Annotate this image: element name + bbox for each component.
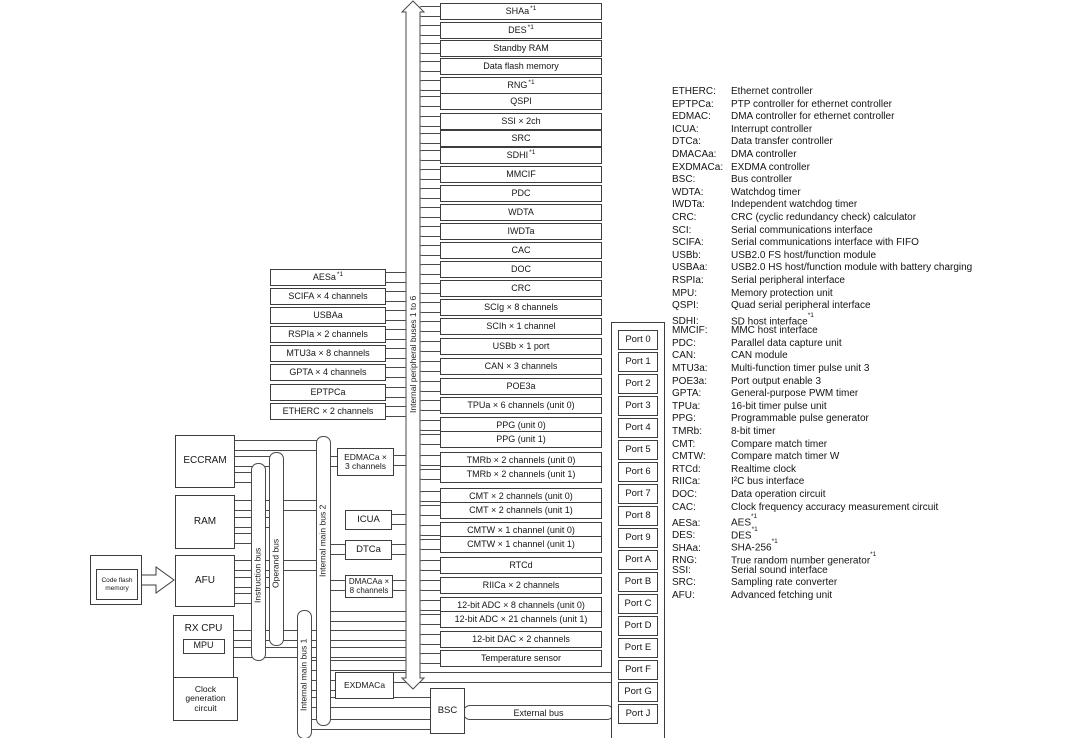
peripheral-block: Data flash memory [440,58,602,75]
internal-main-bus-2-label: Internal main bus 2 [317,504,328,578]
legend-abbr: MPU: [672,287,697,299]
legend-desc: CRC (cyclic redundancy check) calculator [731,211,917,223]
legend-desc: MMC host interface [731,325,818,337]
legend-row [672,162,972,175]
peripheral-block: RSPIa × 2 channels [270,326,386,343]
icua-label: ICUA [357,513,380,525]
legend-row [672,388,972,401]
legend-row [672,350,972,363]
legend-row [672,489,972,502]
port-box: Port J [618,704,658,724]
mpu-block: MPU [183,639,225,654]
dmacaa-label-line1: DMACAa × [348,576,390,586]
legend-desc: I²C bus interface [731,476,805,488]
port-box: Port 2 [618,374,658,394]
legend-abbr: ETHERC: [672,86,716,97]
legend-desc: Multi-function timer pulse unit 3 [731,363,870,375]
legend-desc: Port output enable 3 [731,375,822,387]
peripheral-block: TMRb × 2 channels (unit 0) [440,452,602,469]
legend-row [672,225,972,238]
legend-abbr: PPG: [672,413,696,425]
legend-abbr: IWDTa: [672,199,705,211]
external-bus-label: External bus [513,707,564,718]
legend-desc: CAN module [731,350,788,362]
legend-row [672,187,972,200]
legend-row [672,413,972,426]
legend-abbr: WDTA: [672,186,704,198]
external-bus [463,705,614,720]
instruction-bus-label: Instruction bus [252,547,263,603]
legend-desc: Programmable pulse generator [731,413,869,425]
legend-desc: Sampling rate converter [731,577,838,589]
legend-desc: Data operation circuit [731,489,826,500]
edmaca-block [337,448,394,476]
legend-desc: Serial communications interface with FIFO [731,237,919,249]
legend-row: SHAa: SHA-256$^{*1}$ [672,538,778,554]
port-box: Port 8 [618,506,658,526]
peripheral-block: CAN × 3 channels [440,358,602,375]
rx-cpu-block [173,615,234,678]
legend-row [672,199,972,212]
code-flash-label: Code flash memory [101,577,133,592]
edmaca-label-line2: 3 channels [344,461,387,471]
legend-row [672,338,972,351]
peripheral-block: PDC [440,185,602,202]
legend-desc: Ethernet controller [731,86,813,97]
eccram-label: ECCRAM [183,455,227,467]
legend-row: RNG: True random number generator$^{*1}$ [672,550,877,567]
legend-desc: AES [731,517,752,529]
legend-abbr: SCI: [672,224,692,236]
legend-abbr: EPTPCa: [672,98,714,110]
legend-desc: Interrupt controller [731,123,813,135]
peripheral-block: GPTA × 4 channels [270,364,386,381]
dtca-block [345,540,392,560]
legend-row [672,565,972,578]
legend-row [672,250,972,263]
internal-main-bus-1-label: Internal main bus 1 [298,638,309,712]
legend-desc: USB2.0 HS host/function module with battery charging [731,262,973,274]
legend-abbr: EXDMACa: [672,161,724,173]
bsc-block [430,688,465,734]
peripheral-block: 12-bit DAC × 2 channels [440,631,602,648]
port-box: Port E [618,638,658,658]
legend-desc: Realtime clock [731,463,797,475]
legend-abbr: DTCa: [672,136,701,148]
peripheral-block: SCIg × 8 channels [440,299,602,316]
peripheral-block: ETHERC × 2 channels [270,403,386,420]
legend-abbr: CRC: [672,211,697,223]
legend-abbr: GPTA: [672,388,702,400]
legend-abbr: AESa: [672,517,701,529]
peripheral-block: AESa $^{*1}$ [270,269,386,286]
peripheral-block: SRC [440,130,602,147]
legend-desc: Data transfer controller [731,136,833,148]
legend-abbr: PDC: [672,337,696,349]
legend-abbr: DMACAa: [672,148,717,160]
peripheral-block: CMT × 2 channels (unit 1) [440,502,602,519]
icua-block [345,510,392,530]
peripheral-block: TMRb × 2 channels (unit 1) [440,466,602,483]
bsc-label: BSC [437,704,458,716]
legend-row [672,502,972,515]
peripheral-block: IWDTa [440,223,602,240]
peripheral-block: SDHI $^{*1}$ [440,147,602,164]
peripheral-block: CMTW × 1 channel (unit 1) [440,536,602,553]
peripheral-block: 12-bit ADC × 21 channels (unit 1) [440,611,602,628]
peripheral-block: SSI × 2ch [440,113,602,130]
legend-row [672,577,972,590]
legend-row [672,439,972,452]
legend-row [672,136,972,149]
peripheral-block: MTU3a × 8 channels [270,345,386,362]
legend-row [672,149,972,162]
legend-row [672,376,972,389]
peripheral-block: SCIFA × 4 channels [270,288,386,305]
legend-row [672,262,972,275]
clock-generation-label: Clock generation circuit [185,684,226,713]
dmacaa-label-line2: 8 channels [349,585,389,595]
peripheral-block: SCIh × 1 channel [440,318,602,335]
port-box: Port 4 [618,418,658,438]
legend-abbr: SRC: [672,577,696,589]
legend-desc: Independent watchdog timer [731,199,858,211]
peripheral-block: CMTW × 1 channel (unit 0) [440,522,602,539]
legend-row [672,99,972,112]
exdmaca-block [335,672,394,699]
legend-abbr: CMTW: [672,451,706,463]
legend-desc: 16-bit timer pulse unit [731,400,827,412]
port-box: Port 7 [618,484,658,504]
legend-desc: PTP controller for ethernet controller [731,98,893,110]
peripheral-block: QSPI [440,93,602,110]
operand-bus-label: Operand bus [270,538,281,588]
legend-desc: EXDMA controller [731,161,810,173]
peripheral-block: 12-bit ADC × 8 channels (unit 0) [440,597,602,614]
legend-desc: SHA-256 [731,542,772,554]
legend-desc: Serial sound interface [731,564,828,576]
legend-desc: Serial peripheral interface [731,274,845,286]
legend-abbr: BSC: [672,174,696,186]
legend-desc: True random number generator [731,555,871,567]
peripheral-block: CMT × 2 channels (unit 0) [440,488,602,505]
legend-row [672,300,972,313]
peripheral-block: POE3a [440,378,602,395]
legend-abbr: TMRb: [672,426,702,438]
code-flash-outer-box [90,555,142,605]
legend-abbr: USBAa: [672,262,708,274]
legend-row [672,426,972,439]
port-box: Port F [618,660,658,680]
legend-desc: Watchdog timer [731,186,801,198]
legend-desc: DES [731,530,752,542]
legend-desc: Parallel data capture unit [731,337,842,349]
legend-abbr: RTCd: [672,463,701,475]
afu-label: AFU [195,574,215,586]
legend-row [672,401,972,414]
legend-abbr: CAC: [672,501,696,513]
legend-desc: Compare match timer [731,438,828,450]
ram-label: RAM [193,515,217,527]
legend-desc: Advanced fetching unit [731,589,833,601]
legend-row: AESa: AES$^{*1}$ [672,513,758,529]
afu-block [175,555,235,607]
legend-desc: General-purpose PWM timer [731,388,859,400]
port-box: Port 6 [618,462,658,482]
peripheral-block: RTCd [440,557,602,574]
code-flash-arrow [140,567,174,593]
peripheral-block: USBb × 1 port [440,338,602,355]
legend-abbr: AFU: [672,589,695,601]
peripheral-block: DOC [440,261,602,278]
legend-row [672,124,972,137]
port-box: Port G [618,682,658,702]
rx-cpu-label: RX CPU [184,623,223,634]
legend-row [672,590,972,603]
peripheral-block: PPG (unit 1) [440,431,602,448]
legend-row [672,451,972,464]
legend-desc: Clock frequency accuracy measurement circuit [731,501,939,513]
legend-abbr: SDHI: [672,316,699,328]
legend-desc: SD host interface [731,316,808,328]
legend-abbr: RIICa: [672,476,701,488]
legend-abbr: TPUa: [672,400,701,412]
legend-row: SDHI: SD host interface$^{*1}$ [672,311,814,328]
peripheral-block: Temperature sensor [440,650,602,667]
legend-desc: DMA controller for ethernet controller [731,111,895,123]
legend-abbr: SHAa: [672,542,701,554]
legend-row [672,237,972,250]
peripheral-block: PPG (unit 0) [440,417,602,434]
legend-desc: USB2.0 FS host/function module [731,249,877,261]
legend-abbr: MMCIF: [672,325,708,337]
port-box: Port A [618,550,658,570]
legend-abbr: USBb: [672,249,701,261]
legend-row [672,288,972,301]
legend-abbr: POE3a: [672,375,708,387]
peripheral-block: WDTA [440,204,602,221]
legend-row: DES: DES$^{*1}$ [672,525,758,542]
port-box: Port 0 [618,330,658,350]
legend-row [672,464,972,477]
peripheral-block: Standby RAM [440,40,602,57]
edmaca-label-line1: EDMACa × [344,451,387,462]
legend-row [672,476,972,489]
port-box: Port C [618,594,658,614]
port-box: Port 3 [618,396,658,416]
legend-abbr: RNG: [672,555,697,567]
legend-abbr: DES: [672,530,696,542]
legend-desc: Compare match timer W [731,451,840,463]
port-box: Port B [618,572,658,592]
code-flash-memory-block [96,569,138,600]
port-box: Port 9 [618,528,658,548]
legend-desc: Serial communications interface [731,224,873,236]
peripheral-block: CAC [440,242,602,259]
peripheral-block: EPTPCa [270,384,386,401]
legend-desc: 8-bit timer [731,426,776,438]
legend-abbr: CAN: [672,350,696,362]
peripheral-block: RIICa × 2 channels [440,577,602,594]
legend [672,86,972,602]
peripheral-block: SHAa $^{*1}$ [440,3,602,20]
legend-abbr: EDMAC: [672,111,711,123]
internal-peripheral-buses-label: Internal peripheral buses 1 to 6 [408,295,418,414]
legend-row [672,212,972,225]
port-box: Port D [618,616,658,636]
legend-abbr: DOC: [672,489,697,500]
legend-desc: Quad serial peripheral interface [731,300,871,312]
legend-abbr: QSPI: [672,300,699,312]
port-box: Port 1 [618,352,658,372]
ram-block [175,495,235,549]
exdmaca-label: EXDMACa [343,679,386,690]
dmacaa-block [345,575,393,598]
legend-abbr: MTU3a: [672,363,708,375]
legend-abbr: SCIFA: [672,237,704,249]
clock-generation-block [173,677,238,721]
legend-row [672,174,972,187]
legend-abbr: CMT: [672,438,696,450]
legend-desc: Bus controller [731,174,793,186]
legend-abbr: RSPIa: [672,274,704,286]
eccram-block [175,435,235,488]
peripheral-block: MMCIF [440,166,602,183]
peripheral-block: RNG $^{*1}$ [440,77,602,94]
dtca-label: DTCa [356,543,381,555]
legend-row [672,111,972,124]
legend-abbr: ICUA: [672,123,699,135]
legend-abbr: SSI: [672,564,691,576]
peripheral-block: USBAa [270,307,386,324]
legend-row [672,275,972,288]
legend-row [672,325,972,338]
peripheral-block: TPUa × 6 channels (unit 0) [440,397,602,414]
legend-row [672,363,972,376]
peripheral-block: CRC [440,280,602,297]
legend-row [672,86,972,99]
legend-desc: Memory protection unit [731,287,833,299]
port-box: Port 5 [618,440,658,460]
peripheral-block: DES $^{*1}$ [440,22,602,39]
legend-desc: DMA controller [731,148,797,160]
